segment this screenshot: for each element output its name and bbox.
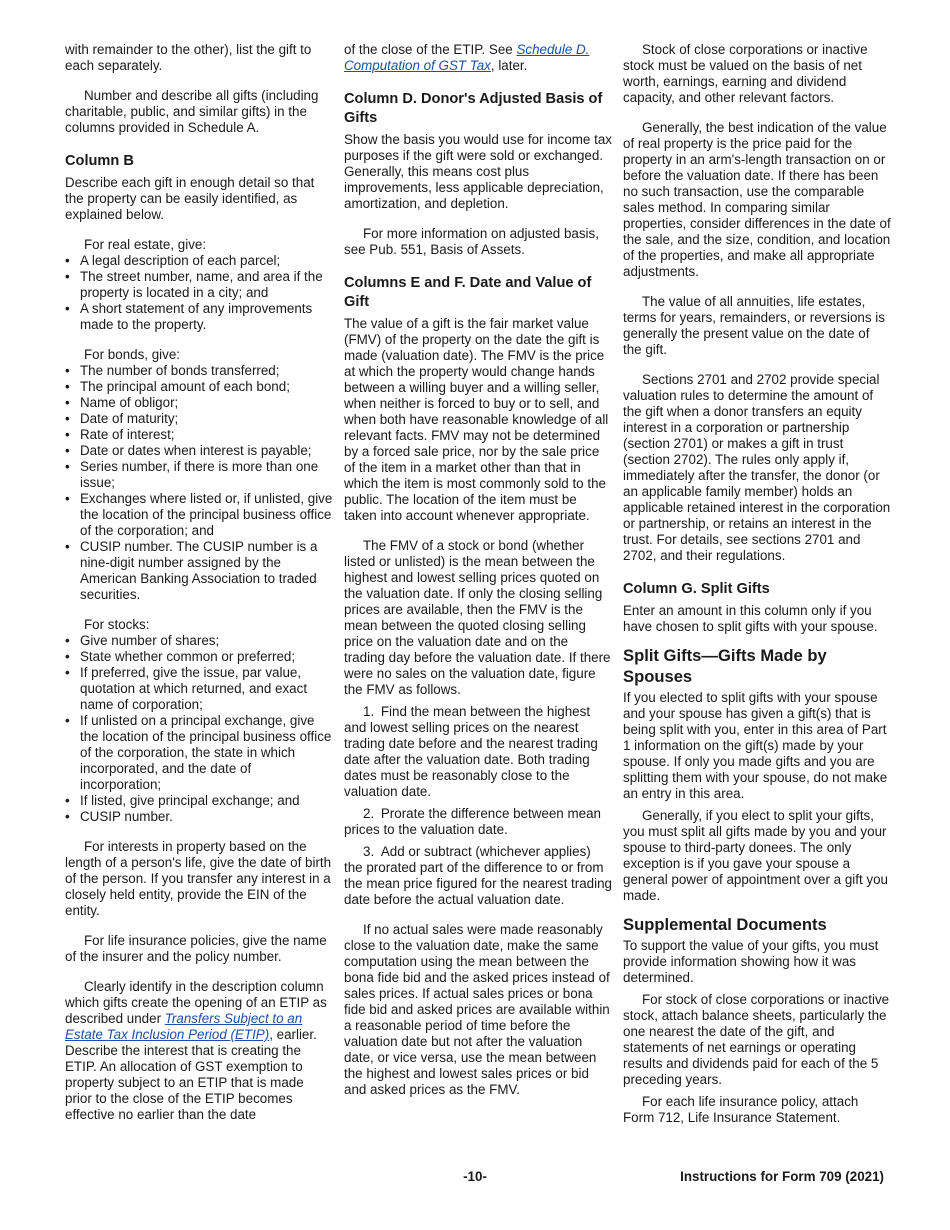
paragraph: Sections 2701 and 2702 provide special valuation rules to determine the amount of the gift when a donor transfers an equity interest in a corporation or partnership (section 2701) or makes a gift in trust (section 2702). The rules only apply if, immediately after the transfer, the donor (or an applicable family member) holds an applicable retained interest in the corporation or partnership, or retains an interest in the trust. For details, see sections 2701 and 2702, and their regulations. xyxy=(623,372,891,563)
list-item: • CUSIP number. xyxy=(65,809,333,825)
list-item: • If preferred, give the issue, par value, quotation at which returned, and exact name of corporation; xyxy=(65,665,333,713)
paragraph: Stock of close corporations or inactive stock must be valued on the basis of net worth, earnings, earning and dividend capacity, and other relevant factors. xyxy=(623,42,868,105)
list-item: • Series number, if there is more than one issue; xyxy=(65,459,333,491)
heading-column-g: Column G. Split Gifts xyxy=(623,581,770,597)
list-item: • A legal description of each parcel; xyxy=(65,253,333,269)
paragraph: Enter an amount in this column only if you have chosen to split gifts with your spouse. xyxy=(623,603,878,634)
paragraph xyxy=(344,42,612,74)
paragraph: with remainder to the other), list the gift to each separately. xyxy=(65,42,312,73)
list-item: • State whether common or preferred; xyxy=(65,649,333,665)
paragraph: Show the basis you would use for income tax purposes if the gift were sold or exchanged. Generally, this means cost plus improvements, less applicable depreciation, amortization, and depletion. xyxy=(344,132,612,211)
paragraph: Generally, the best indication of the value of real property is the price paid for the property in an arm's-length transaction on or before the valuation date. If there has been no such transaction, use the comparable sales method. In comparing similar properties, consider differences in the date of the sale, and the size, condition, and location of the properties, and make all appropriate adjustments. xyxy=(623,120,891,279)
document-title: Instructions for Form 709 (2021) xyxy=(680,1169,884,1184)
step-item: 3. Add or subtract (whichever applies) the prorated part of the difference to or from the mean price figured for the nearest trading date before the actual valuation date. xyxy=(344,844,612,907)
list-item: • Exchanges where listed or, if unlisted, give the location of the principal business office of the corporation; and xyxy=(65,491,333,539)
step-item: 1. Find the mean between the highest and lowest selling prices on the nearest trading date before and the nearest trading date after the valuation date. Both trading dates must be reasonably close to the valuation date. xyxy=(344,704,598,799)
list-item: • Date or dates when interest is payable; xyxy=(65,443,333,459)
column-2 xyxy=(344,42,612,1098)
etip-link[interactable]: Transfers Subject to an Estate Tax Inclusion Period (ETIP) xyxy=(65,1011,303,1042)
paragraph: To support the value of your gifts, you must provide information showing how it was determined. xyxy=(623,938,879,985)
paragraph-etip xyxy=(65,979,333,1123)
paragraph: For life insurance policies, give the name of the insurer and the policy number. xyxy=(65,933,327,964)
list-item: • The principal amount of each bond; xyxy=(65,379,333,395)
list-item: • Date of maturity; xyxy=(65,411,333,427)
paragraph: If no actual sales were made reasonably close to the valuation date, make the same computation using the mean between the bona fide bid and the asked prices instead of sales prices. If actual sales prices or bona fide bid and asked prices are available within a reasonable period of time before the valuation date but not after the valuation date, or vice versa, use the mean between the highest and lowest sales prices or bid and asked prices as the FMV. xyxy=(344,922,610,1097)
list-item: • The number of bonds transferred; xyxy=(65,363,333,379)
paragraph: Generally, if you elect to split your gifts, you must split all gifts made by you and your spouse to third-party donees. The only exception is if you gave your spouse a general power of appointment over a gift you made. xyxy=(623,808,889,903)
bonds-intro: For bonds, give: xyxy=(84,347,181,362)
step-item: 2. Prorate the difference between mean prices to the valuation date. xyxy=(344,806,601,837)
list-item: • Name of obligor; xyxy=(65,395,333,411)
paragraph: For stock of close corporations or inactive stock, attach balance sheets, particularly the one nearest the date of the gift, and statements of net earnings or operating results and dividends paid for each of the 5 preceding years. xyxy=(623,992,890,1087)
real-estate-intro: For real estate, give: xyxy=(84,237,207,252)
paragraph: Describe each gift in enough detail so that the property can be easily identified, as explained below. xyxy=(65,175,315,222)
heading-split-gifts: Split Gifts—Gifts Made by Spouses xyxy=(623,646,827,686)
heading-supplemental-documents: Supplemental Documents xyxy=(623,915,827,934)
paragraph: If you elected to split gifts with your spouse and your spouse has given a gift(s) that is being split with you, enter in this area of Part 1 information on the gift(s) made by your spouse. If only you made gifts and you are splitting them with your spouse, do not make an entry in this area. xyxy=(623,690,888,801)
text: , later. xyxy=(490,58,528,73)
paragraph: For more information on adjusted basis, see Pub. 551, Basis of Assets. xyxy=(344,226,599,257)
page-number: -10- xyxy=(463,1169,487,1184)
list-item: • If listed, give principal exchange; and xyxy=(65,793,333,809)
paragraph: The value of all annuities, life estates, terms for years, remainders, or reversions is generally the present value on the date of the gift. xyxy=(623,294,885,357)
list-item: • Rate of interest; xyxy=(65,427,333,443)
schedule-d-link[interactable]: Schedule D. Computation of GST Tax xyxy=(344,42,590,73)
paragraph: For each life insurance policy, attach Form 712, Life Insurance Statement. xyxy=(623,1094,859,1125)
heading-column-b: Column B xyxy=(65,153,134,169)
list-item: • CUSIP number. The CUSIP number is a nine-digit number assigned by the American Banking Association to traded securities. xyxy=(65,539,333,603)
heading-column-d: Column D. Donor's Adjusted Basis of Gifts xyxy=(344,91,603,126)
paragraph: The value of a gift is the fair market value (FMV) of the property on the date the gift is made (valuation date). The FMV is the price at which the property would change hands between a willing buyer and a willing seller, when neither is forced to buy or to sell, and when both have reasonable knowledge of all relevant facts. FMV may not be determined by a forced sale price, nor by the sale price of the item in a market other than that in which the item is most commonly sold to the public. The location of the item must be taken into account whenever appropriate. xyxy=(344,316,609,523)
paragraph: Number and describe all gifts (including charitable, public, and similar gifts) in the columns provided in Schedule A. xyxy=(65,88,319,135)
text: of the close of the ETIP. See xyxy=(344,42,517,57)
column-1 xyxy=(65,42,333,1123)
stocks-intro: For stocks: xyxy=(84,617,150,632)
list-item: • Give number of shares; xyxy=(65,633,333,649)
paragraph: For interests in property based on the length of a person's life, give the date of birth of the person. If you transfer any interest in a closely held entity, provide the EIN of the entity. xyxy=(65,839,332,918)
list-item: • A short statement of any improvements made to the property. xyxy=(65,301,333,333)
list-item: • The street number, name, and area if the property is located in a city; and xyxy=(65,269,333,301)
column-3 xyxy=(623,42,891,1126)
text: Clearly identify in the description column which gifts create the opening of an ETIP as described under xyxy=(65,979,327,1026)
list-item: • If unlisted on a principal exchange, give the location of the principal business office of the corporation, the state in which incorporated, and the date of incorporation; xyxy=(65,713,333,793)
paragraph: The FMV of a stock or bond (whether listed or unlisted) is the mean between the highest and lowest selling prices quoted on the valuation date. If only the closing selling prices are available, then the FMV is the mean between the quoted closing selling price on the valuation date and on the trading day before the valuation date. If there were no sales on the valuation date, figure the FMV as follows. xyxy=(344,538,611,697)
heading-columns-e-f: Columns E and F. Date and Value of Gift xyxy=(344,275,592,310)
text: , earlier. Describe the interest that is creating the ETIP. An allocation of GST exemption to property subject to an ETIP that is made prior to the close of the ETIP becomes effective no earlier than the date xyxy=(65,1027,317,1122)
